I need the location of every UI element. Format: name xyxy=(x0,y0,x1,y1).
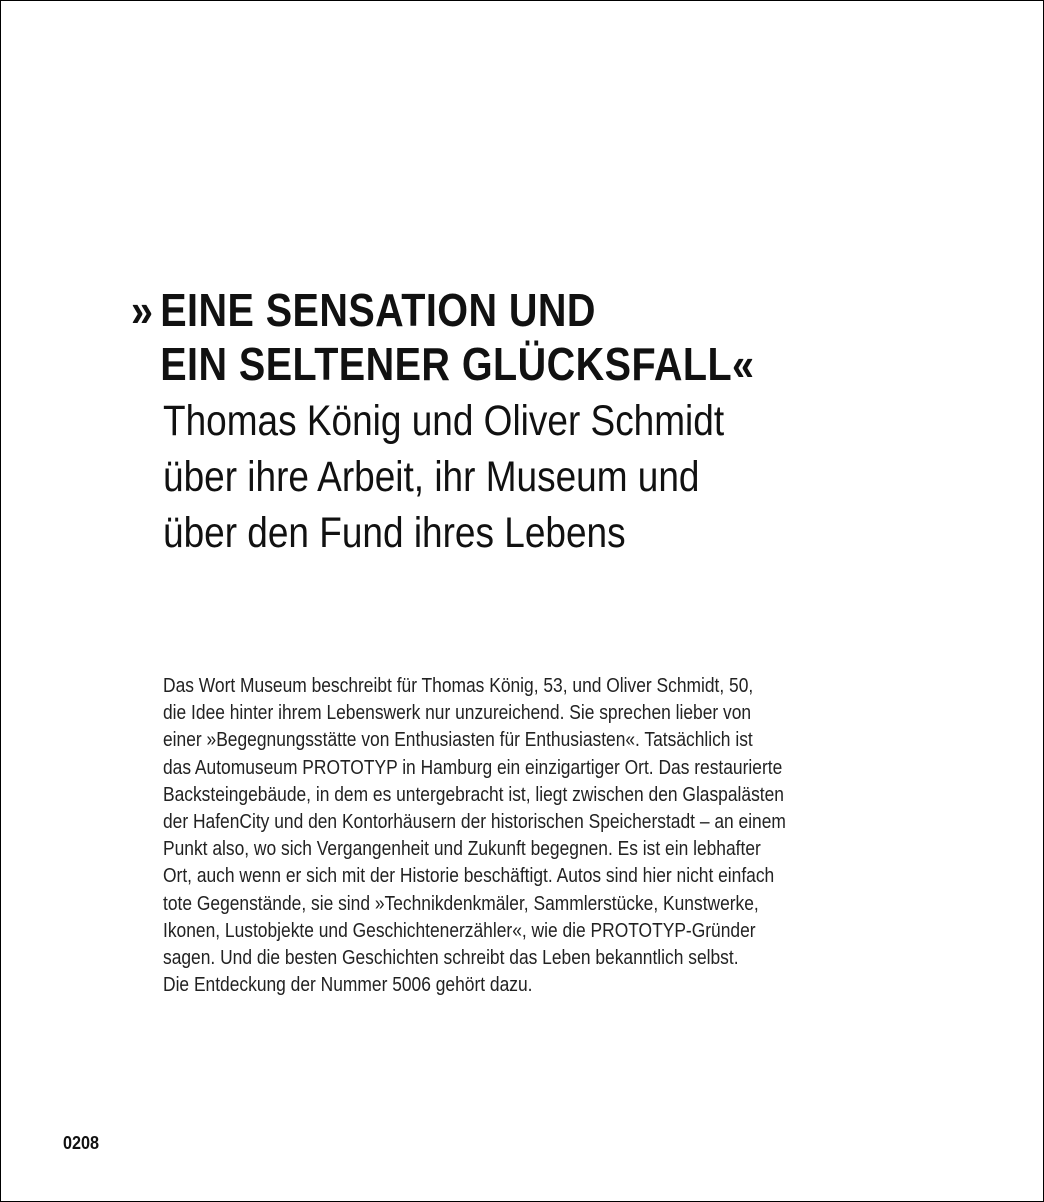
paragraph-line: die Idee hinter ihrem Lebenswerk nur unzureichend. Sie sprechen lieber von xyxy=(163,702,752,725)
paragraph-line: das Automuseum PROTOTYP in Hamburg ein einzigartiger Ort. Das restaurierte xyxy=(163,756,783,779)
paragraph-line: sagen. Und die besten Geschichten schreibt das Leben bekanntlich selbst. xyxy=(163,947,739,970)
subtitle-line: über ihre Arbeit, ihr Museum und xyxy=(163,453,700,501)
subtitle-line: über den Fund ihres Lebens xyxy=(163,509,626,557)
headline-line-2: EIN SELTENER GLÜCKSFALL« xyxy=(160,338,755,390)
paragraph-line: Punkt also, wo sich Vergangenheit und Zukunft begegnen. Es ist ein lebhafter xyxy=(163,838,761,861)
paragraph-line: Die Entdeckung der Nummer 5006 gehört dazu. xyxy=(163,974,533,997)
intro-paragraph xyxy=(163,673,786,999)
paragraph-line: der HafenCity und den Kontorhäusern der historischen Speicherstadt – an einem xyxy=(163,811,786,834)
paragraph-line: Das Wort Museum beschreibt für Thomas König, 53, und Oliver Schmidt, 50, xyxy=(163,675,754,697)
subtitle xyxy=(163,393,724,561)
paragraph-line: einer »Begegnungsstätte von Enthusiasten für Enthusiasten«. Tatsächlich ist xyxy=(163,729,753,752)
subtitle-line: Thomas König und Oliver Schmidt xyxy=(163,397,725,445)
paragraph-line: tote Gegenstände, sie sind »Technikdenkmäler, Sammlerstücke, Kunstwerke, xyxy=(163,892,759,915)
paragraph-line: Backsteingebäude, in dem es untergebracht ist, liegt zwischen den Glaspalästen xyxy=(163,783,784,806)
headline-text-1: EINE SENSATION UND xyxy=(160,284,596,336)
headline-line-1 xyxy=(131,283,754,337)
page-number: 0208 xyxy=(63,1133,100,1153)
paragraph-line: Ikonen, Lustobjekte und Geschichtenerzähler«, wie die PROTOTYP-Gründer xyxy=(163,919,756,942)
paragraph-line: Ort, auch wenn er sich mit der Historie beschäftigt. Autos sind hier nicht einfach xyxy=(163,865,775,888)
headline xyxy=(131,283,754,391)
opening-guillemet: » xyxy=(131,284,154,336)
